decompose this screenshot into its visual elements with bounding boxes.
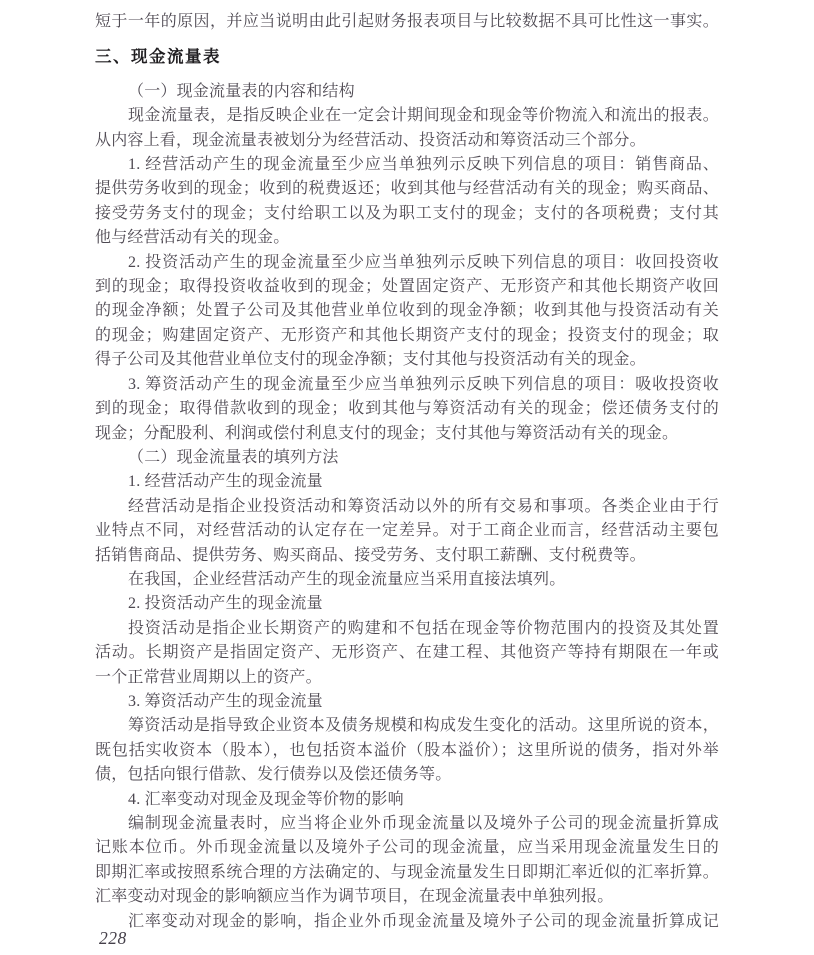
text-line: 现金；分配股利、利润或偿付利息支付的现金；支付其他与筹资活动有关的现金。 (95, 424, 679, 442)
text-line: 括销售商品、提供劳务、购买商品、接受劳务、支付职工薪酬、支付税费等。 (95, 546, 646, 564)
text-line: 既包括实收资本（股本），也包括资本溢价（股本溢价）；这里所说的债务，指对外举 (95, 741, 719, 759)
text-line: 在我国，企业经营活动产生的现金流量应当采用直接法填列。 (128, 570, 566, 588)
text-line: 从内容上看，现金流量表被划分为经营活动、投资活动和筹资活动三个部分。 (95, 131, 646, 149)
text-line: 到的现金；取得借款收到的现金；收到其他与筹资活动有关的现金；偿还债务支付的 (95, 400, 719, 418)
text-line: 投资活动是指企业长期资产的购建和不包括在现金等价物范围内的投资及其处置 (128, 619, 719, 637)
text-line: 提供劳务收到的现金；收到的税费返还；收到其他与经营活动有关的现金；购买商品、 (95, 180, 719, 198)
text-line: （一）现金流量表的内容和结构 (128, 82, 355, 100)
text-column (95, 10, 719, 934)
text-line: 筹资活动是指导致企业资本及债务规模和构成发生变化的活动。这里所说的资本， (128, 717, 719, 735)
text-line: 到的现金；取得投资收益收到的现金；处置固定资产、无形资产和其他长期资产收回 (95, 278, 719, 296)
text-line: 的现金；购建固定资产、无形资产和其他长期资产支付的现金；投资支付的现金；取 (95, 326, 719, 344)
text-line: 3. 筹资活动产生的现金流量 (128, 692, 323, 710)
page-number: 228 (99, 928, 127, 948)
text-line: 活动。长期资产是指固定资产、无形资产、在建工程、其他资产等持有期限在一年或 (95, 644, 719, 662)
text-line: 2. 投资活动产生的现金流量 (128, 595, 323, 613)
text-line: 一个正常营业周期以上的资产。 (95, 668, 322, 686)
text-line: 他与经营活动有关的现金。 (95, 229, 290, 247)
text-line: 4. 汇率变动对现金及现金等价物的影响 (128, 790, 404, 808)
text-line: （二）现金流量表的填列方法 (128, 448, 339, 466)
text-line: 经营活动是指企业投资活动和筹资活动以外的所有交易和事项。各类企业由于行 (128, 497, 719, 515)
text-line: 现金流量表，是指反映企业在一定会计期间现金和现金等价物流入和流出的报表。 (128, 107, 719, 125)
text-line: 得子公司及其他营业单位支付的现金净额；支付其他与投资活动有关的现金。 (95, 351, 646, 369)
text-line: 编制现金流量表时，应当将企业外币现金流量以及境外子公司的现金流量折算成 (128, 815, 719, 832)
text-line: 接受劳务支付的现金；支付给职工以及为职工支付的现金；支付的各项税费；支付其 (95, 204, 719, 222)
text-line: 业特点不同，对经营活动的认定存在一定差异。对于工商企业而言，经营活动主要包 (95, 522, 719, 540)
text-line: 记账本位币。外币现金流量以及境外子公司的现金流量，应当采用现金流量发生日的 (95, 839, 719, 857)
text-line: 汇率变动对现金的影响，指企业外币现金流量及境外子公司的现金流量折算成记 (128, 912, 719, 930)
text-line: 短于一年的原因，并应当说明由此引起财务报表项目与比较数据不具可比性这一事实。 (95, 13, 719, 30)
text-line: 1. 经营活动产生的现金流量至少应当单独列示反映下列信息的项目：销售商品、 (128, 156, 719, 174)
text-line: 的现金净额；处置子公司及其他营业单位收到的现金净额；收到其他与投资活动有关 (95, 302, 719, 320)
text-line: 1. 经营活动产生的现金流量 (128, 473, 323, 491)
text-line: 即期汇率或按照系统合理的方法确定的、与现金流量发生日即期汇率近似的汇率折算。 (95, 863, 719, 881)
text-line: 2. 投资活动产生的现金流量至少应当单独列示反映下列信息的项目：收回投资收 (128, 253, 719, 271)
text-line: 3. 筹资活动产生的现金流量至少应当单独列示反映下列信息的项目：吸收投资收 (128, 375, 719, 393)
section-heading: 三、现金流量表 (95, 48, 221, 67)
text-line: 汇率变动对现金的影响额应当作为调节项目，在现金流量表中单独列报。 (95, 888, 614, 906)
text-line: 债，包括向银行借款、发行债券以及偿还债务等。 (95, 766, 452, 784)
